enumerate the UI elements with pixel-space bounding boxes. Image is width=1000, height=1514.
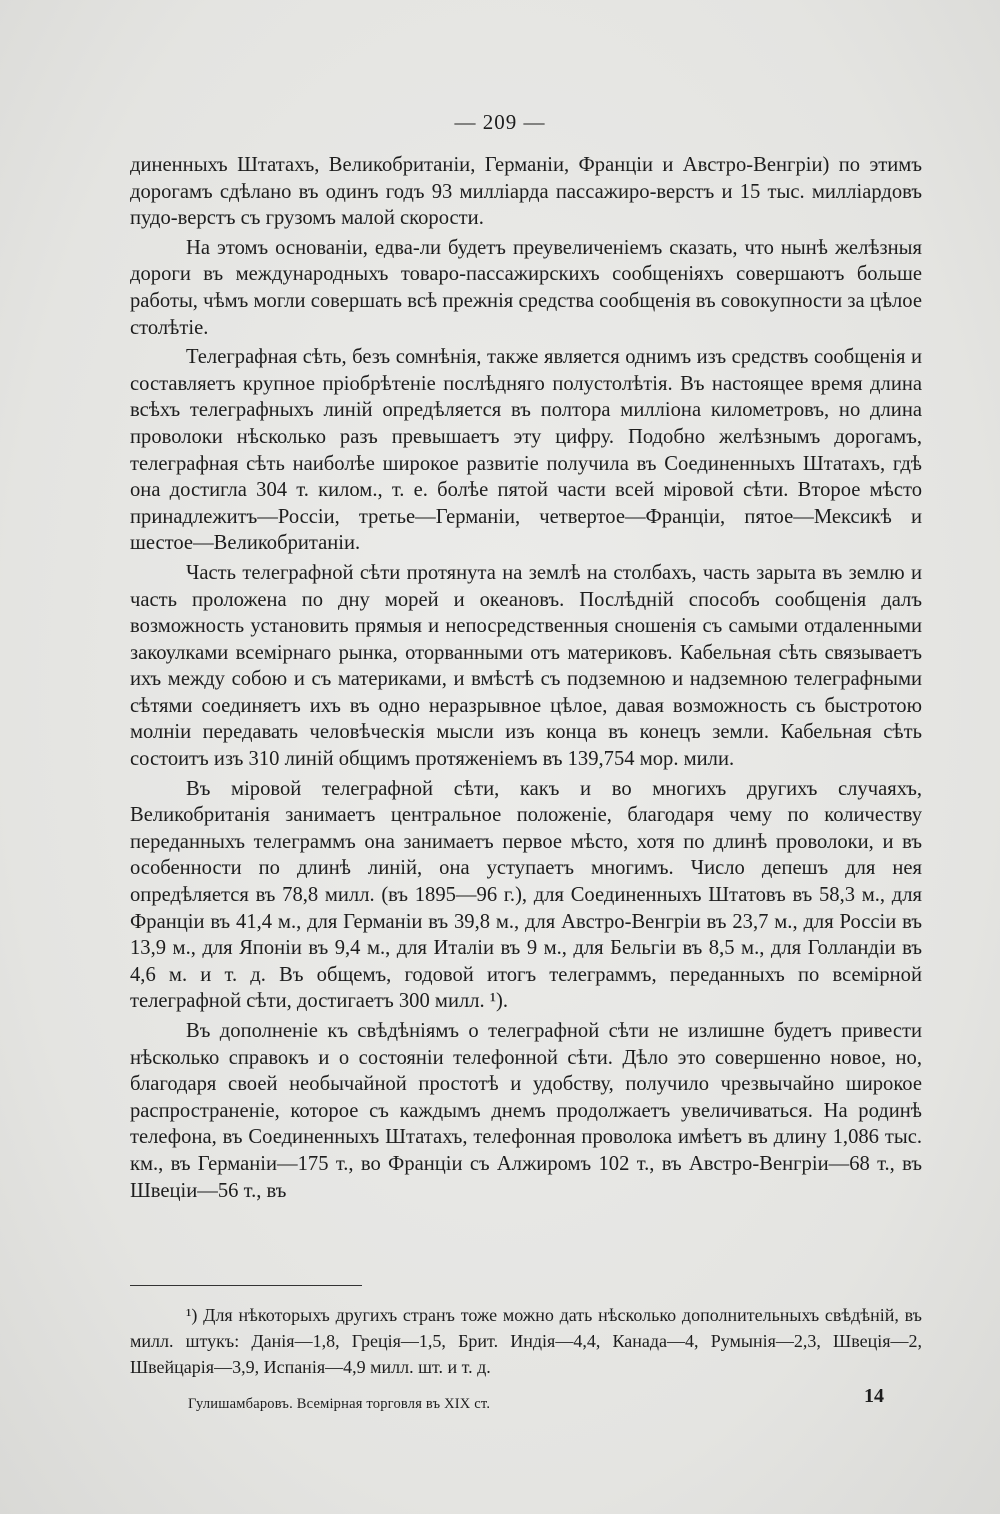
paragraph-continuation: диненныхъ Штатахъ, Великобританiи, Германiи, Францiи и Австро-Венгрiи) по этимъ дорогамъ сдѣлано въ одинъ годъ 93 миллiарда пассажиро-верстъ и 15 тыс. миллiардовъ пудо-верстъ съ грузомъ малой скорости. (130, 154, 922, 230)
paragraph-railways: На этомъ основанiи, едва-ли будетъ преувеличенiемъ сказать, что нынѣ желѣзныя дороги въ международныхъ товаро-пассажирскихъ сообщенiяхъ совершаютъ больше работы, чѣмъ могли совершать всѣ прежнiя средства сообщенiя въ совокупности за цѣлое столѣтiе. (130, 236, 922, 339)
page-number: — 209 — (454, 110, 546, 134)
paragraph-cable-network: Часть телеграфной сѣти протянута на землѣ на столбахъ, часть зарыта въ землю и часть проложена по дну морей и океановъ. Послѣднiй способъ сообщенiя далъ возможность установить прямыя и непосредственныя сношенiя съ самыми отдаленными закоулками всемiрнаго рынка, оторванными отъ материковъ. Кабельная сѣть связываетъ ихъ между собою и съ материками, и вмѣстѣ съ подземною и надземною телеграфными сѣтями соединяетъ ихъ въ одно неразрывное цѣлое, давая возможность съ быстротою молнiи передавать человѣческiя мысли изъ конца въ конецъ земли. Кабельная сѣть состоитъ изъ 310 линiй общимъ протяженiемъ въ 139,754 мор. мили. (130, 561, 922, 771)
body-text (130, 152, 922, 1207)
footnote-divider (130, 1285, 362, 1286)
footnote-1: ¹) Для нѣкоторыхъ другихъ странъ тоже можно дать нѣсколько дополнительныхъ свѣдѣнiй, въ милл. штукъ: Данiя—1,8, Грецiя—1,5, Брит. Индiя—4,4, Канада—4, Румынiя—2,3, Швецiя—2, Швейцарiя—3,9, Испанiя—4,9 милл. шт. и т. д. (130, 1305, 922, 1377)
signature-number: 14 (864, 1385, 884, 1407)
paragraph-telegraph-network: Телеграфная сѣть, безъ сомнѣнiя, также является однимъ изъ средствъ сообщенiя и составляетъ крупное прiобрѣтенiе послѣдняго полустолѣтiя. Въ настоящее время длина всѣхъ телеграфныхъ линiй опредѣляется въ полтора миллiона километровъ, но длина проволоки нѣсколько разъ превышаетъ эту цифру. Подобно желѣзнымъ дорогамъ, телеграфная сѣть наиболѣе широкое развитiе получила въ Соединенныхъ Штатахъ, гдѣ она достигла 304 т. килом., т. е. болѣе пятой части всей мiровой сѣти. Второе мѣсто принадлежитъ—Россiи, третье—Германiи, четвертое—Францiи, пятое—Мексикѣ и шестое—Великобританiи. (130, 346, 922, 555)
paragraph-telephone-network: Въ дополненiе къ свѣдѣнiямъ о телеграфной сѣти не излишне будетъ привести нѣсколько справокъ и о состоянiи телефонной сѣти. Дѣло это совершенно новое, но, благодаря своей необычайной простотѣ и удобству, получило чрезвычайно широкое распространенiе, которое съ каждымъ днемъ продолжаетъ увеличиваться. На родинѣ телефона, въ Соединенныхъ Штатахъ, телефонная проволока имѣетъ въ длину 1,086 тыс. км., въ Германiи—175 т., во Францiи съ Алжиромъ 102 т., въ Австро-Венгрiи—68 т., въ Швецiи—56 т., въ (130, 1020, 922, 1202)
footnotes (130, 1302, 922, 1380)
printer-signature: Гулишамбаровъ. Всемiрная торговля въ XIX ст. (188, 1396, 491, 1412)
paragraph-telegram-counts: Въ мiровой телеграфной сѣти, какъ и во многихъ другихъ случаяхъ, Великобританiя занимаетъ центральное положенiе, благодаря чему по количеству переданныхъ телеграммъ она занимаетъ первое мѣсто, хотя по длинѣ проволоки, и въ особенности по длинѣ линiй, она уступаетъ многимъ. Число депешъ для нея опредѣляется въ 78,8 милл. (въ 1895—96 г.), для Соединенныхъ Штатовъ въ 58,3 м., для Францiи въ 41,4 м., для Германiи въ 39,8 м., для Австро-Венгрiи въ 23,7 м., для Россiи въ 13,9 м., для Японiи въ 9,4 м., для Италiи въ 9 м., для Бельгiи въ 8,5 м., для Голландiи въ 4,6 м. и т. д. Въ общемъ, годовой итогъ телеграммъ, переданныхъ по всемiрной телеграфной сѣти, достигаетъ 300 милл. ¹). (130, 777, 922, 1013)
